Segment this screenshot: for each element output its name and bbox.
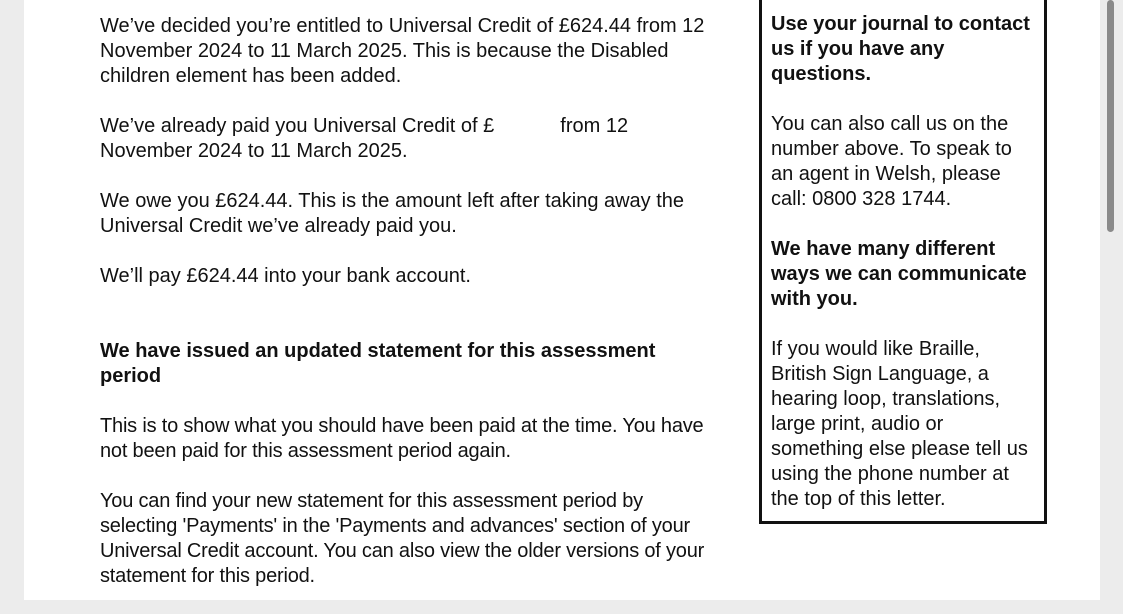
updated-statement-heading: We have issued an updated statement for this assessment period xyxy=(100,340,656,387)
contact-info-box xyxy=(759,0,1047,524)
statement-explanation-paragraph: This is to show what you should have been paid at the time. You have not been paid for this assessment period again. xyxy=(100,415,704,462)
already-paid-text-start: We’ve already paid you Universal Credit of £ xyxy=(100,115,495,137)
accessibility-text: If you would like Braille, British Sign Language, a hearing loop, translations, large print, audio or something else please tell us using the phone number at the top of this letter. xyxy=(771,338,1028,510)
payment-paragraph: We’ll pay £624.44 into your bank account. xyxy=(100,265,471,287)
entitlement-paragraph: We’ve decided you’re entitled to Universal Credit of £624.44 from 12 November 2024 to 11 March 2025. This is because the Disabled children element has been added. xyxy=(100,15,705,87)
journal-heading: Use your journal to contact us if you have any questions. xyxy=(771,13,1030,85)
already-paid-text-end: from 12 November 2024 to 11 March 2025. xyxy=(100,115,629,162)
letter-page xyxy=(24,0,1100,600)
amount-owed-paragraph: We owe you £624.44. This is the amount left after taking away the Universal Credit we’ve already paid you. xyxy=(100,190,685,237)
letter-main-column xyxy=(100,14,720,614)
call-us-text: You can also call us on the number above. To speak to an agent in Welsh, please call: 0800 328 1744. xyxy=(771,113,1012,210)
communicate-heading: We have many different ways we can communicate with you. xyxy=(771,238,1027,310)
already-paid-paragraph xyxy=(100,114,720,164)
find-statement-paragraph: You can find your new statement for this assessment period by selecting 'Payments' in the 'Payments and advances' section of your Universal Credit account. You can also view the older versions of your statement for this period. xyxy=(100,490,705,587)
scrollbar-thumb[interactable] xyxy=(1107,0,1114,232)
